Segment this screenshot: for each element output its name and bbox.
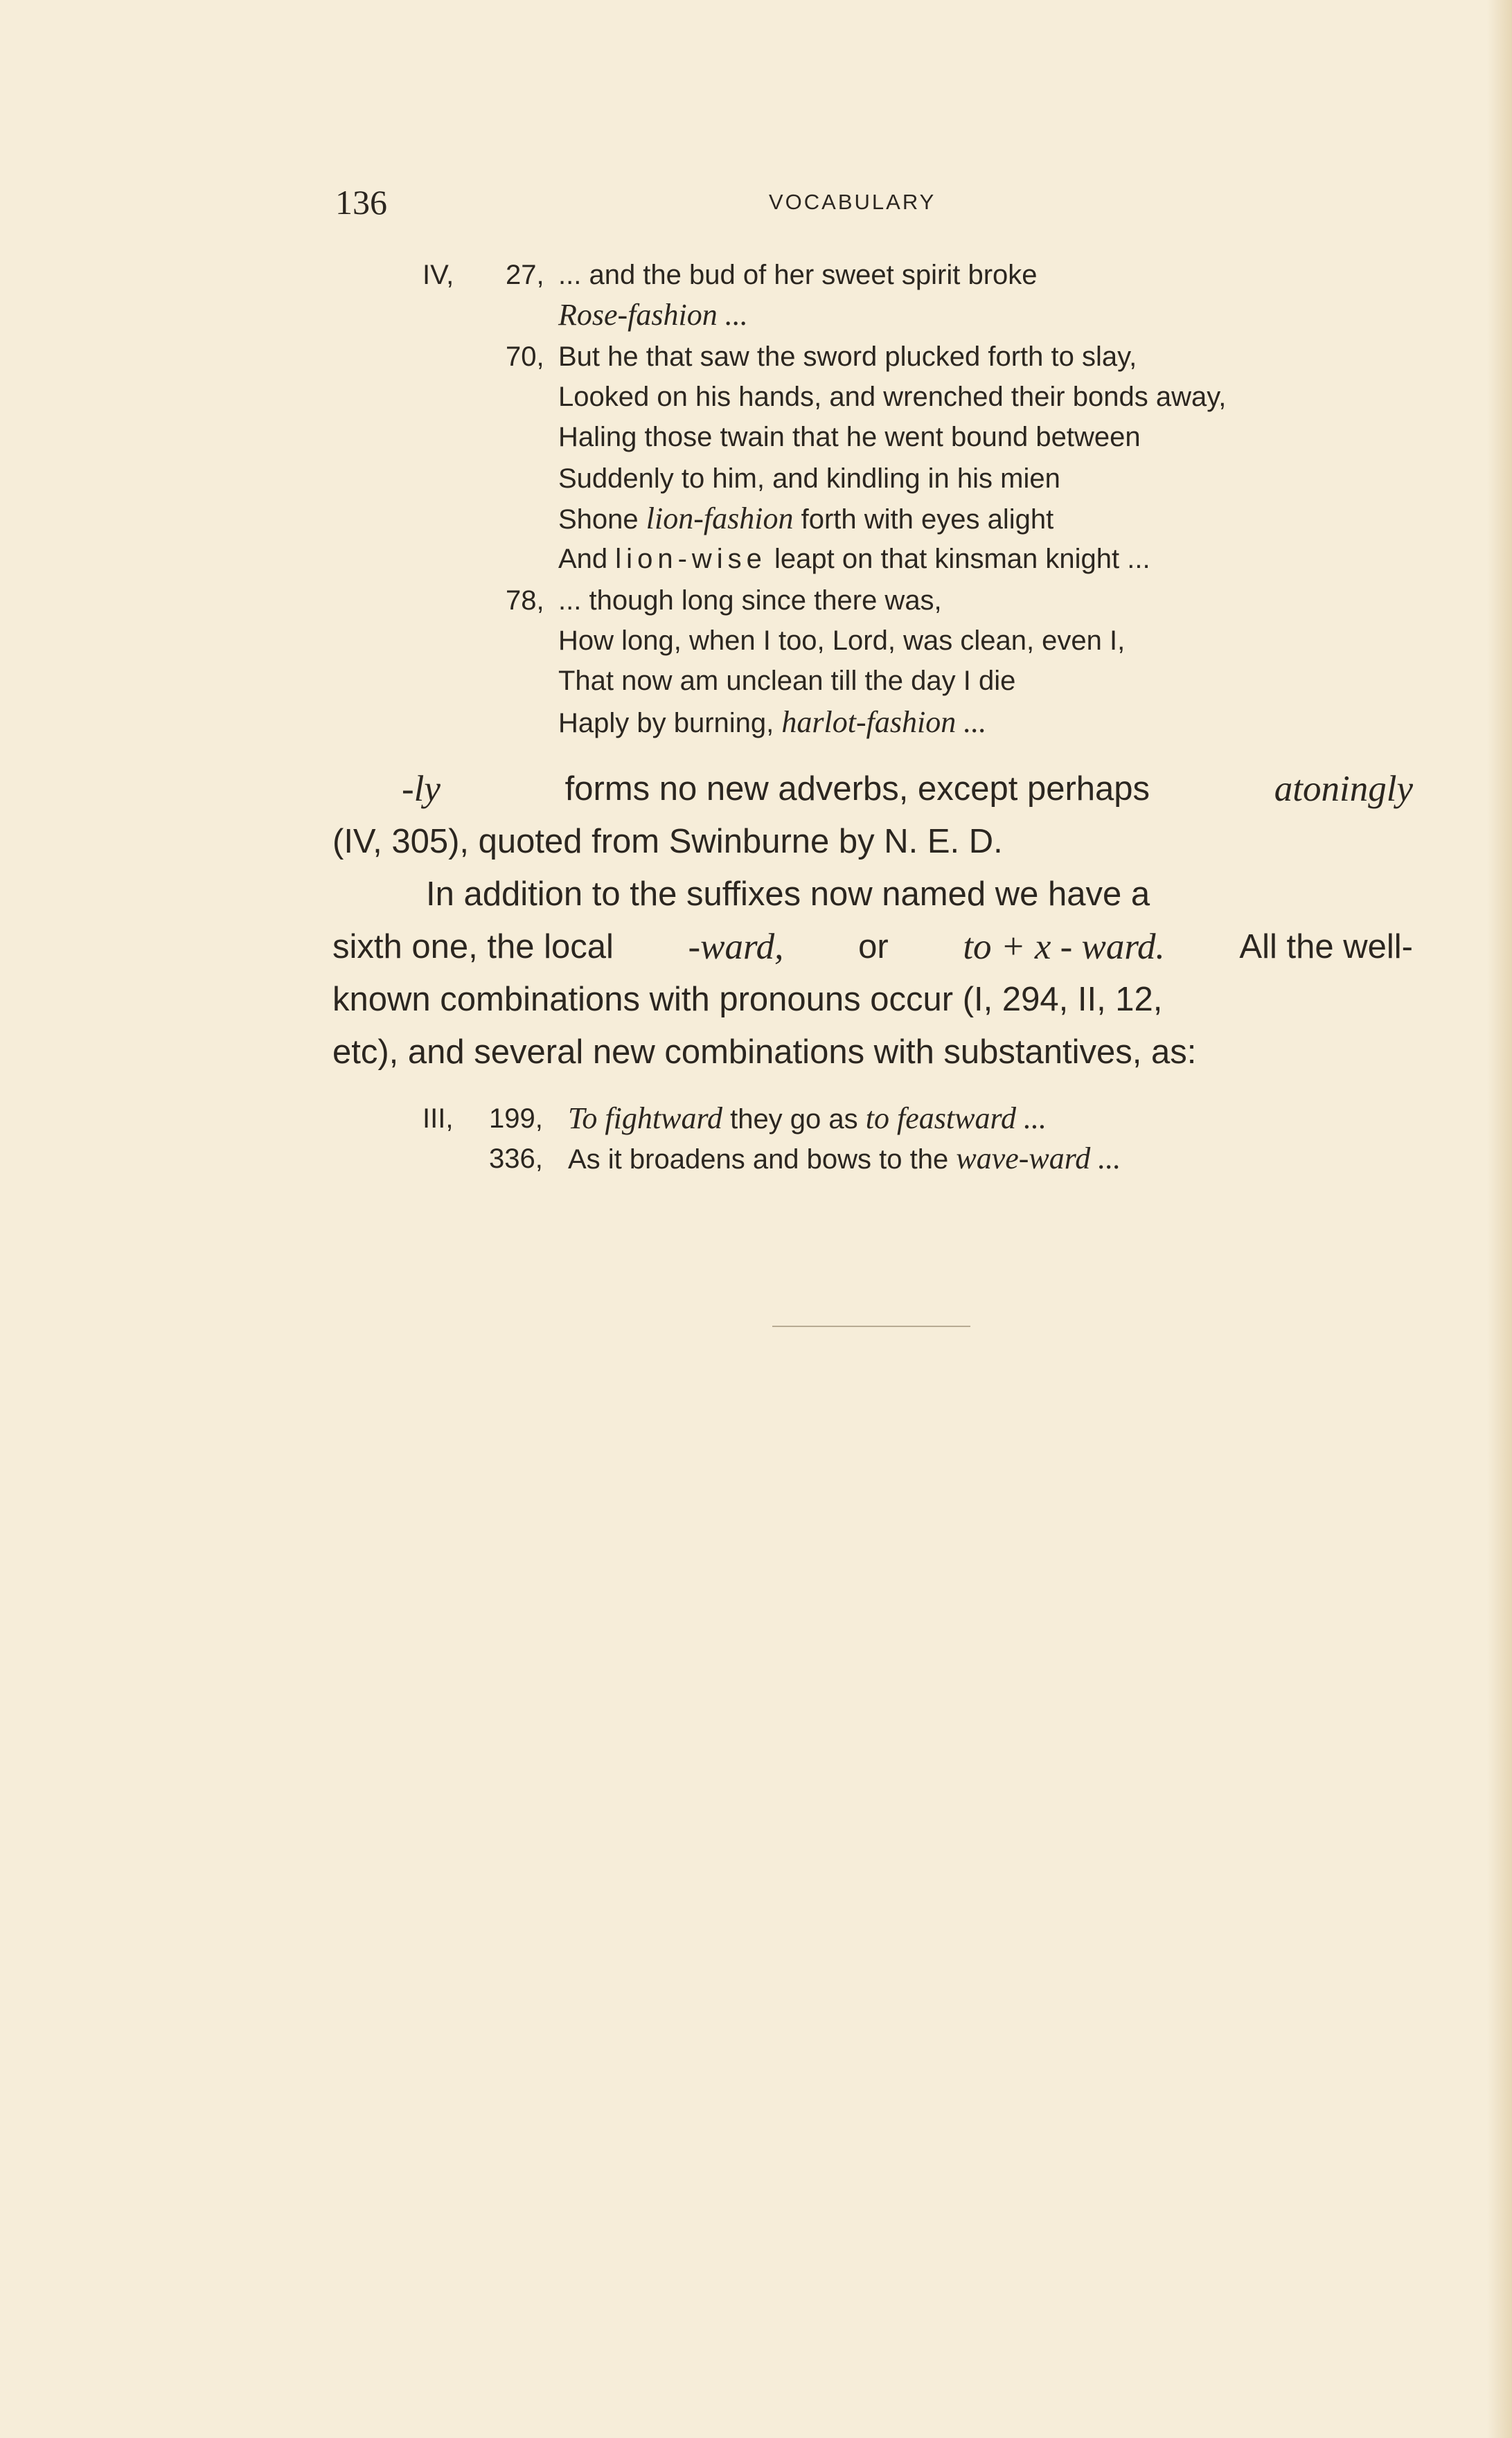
body-text-italic: to + x - ward. — [963, 927, 1165, 967]
body-text: or — [858, 928, 889, 966]
paragraph-line — [402, 763, 1413, 815]
running-title: VOCABULARY — [769, 190, 936, 214]
volume-ref: IV, — [423, 260, 454, 290]
quote-text: Shone — [558, 504, 639, 535]
paragraph-line — [426, 868, 1413, 920]
line-ref: 78, — [506, 585, 544, 616]
body-text: sixth one, the local — [332, 928, 614, 966]
body-text-italic: atoningly — [1274, 769, 1413, 809]
quote-text: Suddenly to him, and kindling in his mien — [558, 463, 1060, 494]
line-ref: 70, — [506, 341, 544, 372]
quote-text: Looked on his hands, and wrenched their bonds away, — [558, 382, 1227, 412]
quote-text-italic: Rose-fashion ... — [558, 298, 748, 332]
quote-text-italic: wave-ward ... — [956, 1141, 1121, 1175]
quote-text: That now am unclean till the day I die — [558, 666, 1016, 696]
quote-text-italic: harlot-fashion ... — [781, 705, 987, 739]
body-text-italic: -ward, — [688, 927, 784, 967]
line-ref: 199, — [489, 1103, 543, 1134]
quote-text: ... and the bud of her sweet spirit broke — [558, 260, 1038, 290]
paragraph-line — [332, 973, 1413, 1026]
body-text: All the well- — [1239, 928, 1413, 966]
body-text: In addition to the suffixes now named we have a — [426, 875, 1150, 913]
quote-line-mixed — [558, 702, 986, 743]
quote-text-italic: to feastward ... — [865, 1101, 1047, 1135]
body-text: etc), and several new combinations with substantives, as: — [332, 1033, 1197, 1071]
quote-text-italic: To fightward — [568, 1101, 722, 1135]
quote-text-italic: lion-fashion — [646, 501, 794, 535]
quote-text: forth with eyes alight — [801, 504, 1054, 535]
quote-text: ... though long since there was, — [558, 585, 942, 616]
quote-text: As it broadens and bows to the — [568, 1144, 949, 1175]
quote-line-mixed — [568, 1139, 1121, 1180]
quote-text: Haling those twain that he went bound between — [558, 422, 1141, 452]
quote-text: And — [558, 544, 608, 574]
quote-line-mixed — [558, 539, 1150, 579]
body-text-italic: -ly — [402, 769, 441, 809]
line-ref: 27, — [506, 260, 544, 290]
quote-line-mixed — [558, 499, 1053, 540]
quote-text: Haply by burning, — [558, 708, 774, 738]
paragraph-line — [332, 920, 1413, 973]
quote-line-mixed — [568, 1098, 1047, 1139]
volume-ref: III, — [423, 1103, 454, 1134]
page-number: 136 — [335, 183, 387, 222]
body-text: forms no new adverbs, except perhaps — [564, 770, 1150, 808]
paragraph-line — [332, 815, 1413, 868]
page-edge-shadow — [1487, 0, 1512, 2438]
body-text: known combinations with pronouns occur (I, 294, II, 12, — [332, 981, 1163, 1018]
body-text: (IV, 305), quoted from Swinburne by N. E. D. — [332, 823, 1003, 860]
quote-text: they go as — [730, 1104, 858, 1135]
quote-text: But he that saw the sword plucked forth to slay, — [558, 341, 1137, 372]
paragraph-line — [332, 1026, 1413, 1078]
section-divider — [772, 1326, 970, 1327]
quote-text-spaced: lion-wise — [615, 544, 767, 574]
quote-text: How long, when I too, Lord, was clean, even I, — [558, 625, 1126, 656]
quote-text: leapt on that kinsman knight ... — [774, 544, 1150, 574]
line-ref: 336, — [489, 1144, 543, 1174]
page-header — [335, 181, 1413, 223]
